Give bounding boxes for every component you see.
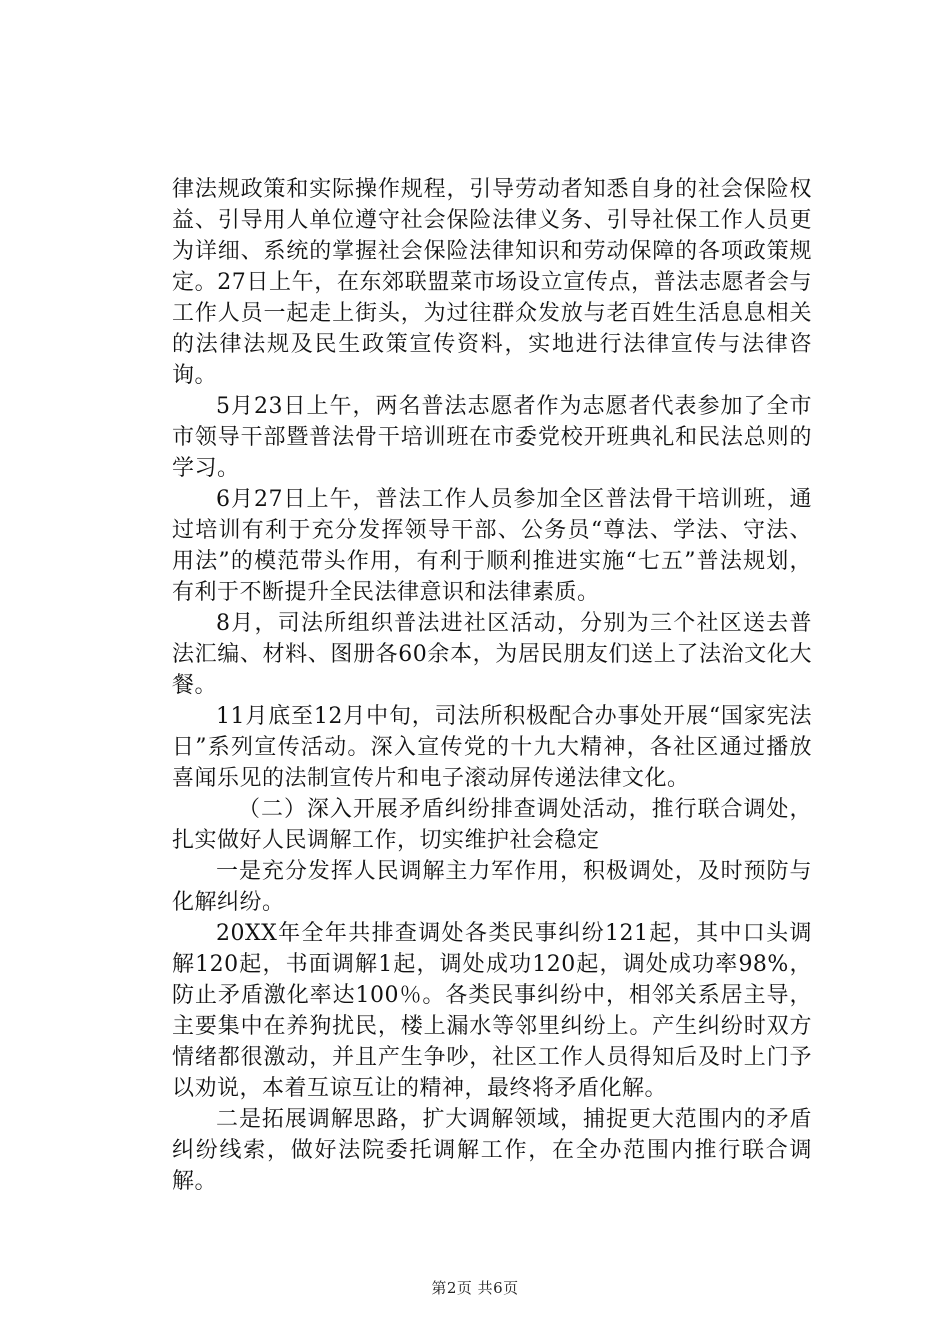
paragraph-may-training: 5月23日上午，两名普法志愿者作为志愿者代表参加了全市市领导干部暨普法骨干培训班在市委党校开班典礼和民法总则的学习。: [172, 394, 812, 481]
page-footer: 第2页 共6页: [431, 1279, 519, 1297]
paragraph-dispute-statistics: 20XX年全年共排查调处各类民事纠纷121起，其中口头调解120起，书面调解1起，调处成功120起，调处成功率98%，防止矛盾激化率达100％。各类民事纠纷中，相邻关系居主导，主要集中在养狗扰民，楼上漏水等邻里纠纷上。产生纠纷时双方情绪都很激动，并且产生争吵，社区工作人员得知后及时上门予以劝说，本着互谅互让的精神，最终将矛盾化解。: [172, 921, 812, 1101]
section-heading-mediation: （二）深入开展矛盾纠纷排查调处活动，推行联合调处，扎实做好人民调解工作，切实维护社会稳定: [172, 797, 812, 853]
paragraph-august-community: 8月，司法所组织普法进社区活动，分别为三个社区送去普法汇编、材料、图册各60余本，为居民朋友们送上了法治文化大餐。: [172, 611, 812, 698]
paragraph-point-one: 一是充分发挥人民调解主力军作用，积极调处，及时预防与化解纠纷。: [172, 859, 812, 915]
body-text: [172, 174, 812, 1197]
paragraph-june-training: 6月27日上午，普法工作人员参加全区普法骨干培训班，通过培训有利于充分发挥领导干部、公务员“尊法、学法、守法、用法”的模范带头作用，有利于顺利推进实施“七五”普法规划，有利于不断提升全民法律意识和法律素质。: [172, 487, 812, 605]
paragraph-point-two: 二是拓展调解思路，扩大调解领域，捕捉更大范围内的矛盾纠纷线索，做好法院委托调解工作，在全办范围内推行联合调解。: [172, 1107, 812, 1194]
paragraph-continued: 律法规政策和实际操作规程，引导劳动者知悉自身的社会保险权益、引导用人单位遵守社会保险法律义务、引导社保工作人员更为详细、系统的掌握社会保险法律知识和劳动保障的各项政策规定。27日上午，在东郊联盟菜市场设立宣传点，普法志愿者会与工作人员一起走上街头，为过往群众发放与老百姓生活息息相关的法律法规及民生政策宣传资料，实地进行法律宣传与法律咨询。: [172, 177, 812, 388]
paragraph-constitution-day: 11月底至12月中旬，司法所积极配合办事处开展“国家宪法日”系列宣传活动。深入宣传党的十九大精神，各社区通过播放喜闻乐见的法制宣传片和电子滚动屏传递法律文化。: [172, 704, 812, 791]
